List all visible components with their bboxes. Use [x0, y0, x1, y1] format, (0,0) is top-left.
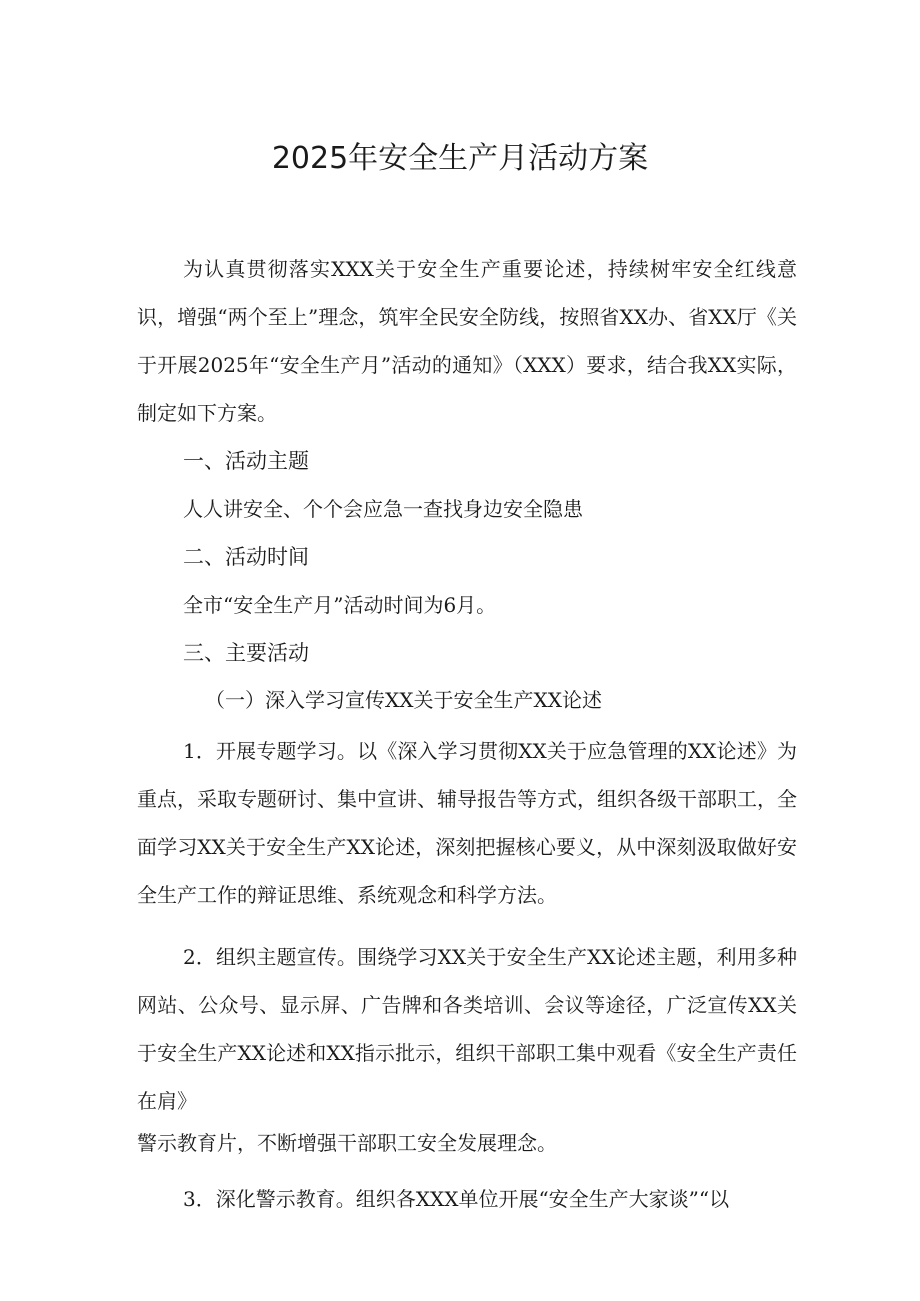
time-text: 全市“安全生产月”活动时间为6月。 — [183, 593, 497, 617]
intro-paragraph: 为认真贯彻落实XXX关于安全生产重要论述，持续树牢安全红线意识，增强“两个至上”理念，筑牢全民安全防线，按照省XX办、省XX厅《关于开展2025年“安全生产月”活动的通知》（XXX）要求，结合我XX实际，制定如下方案。 — [137, 257, 797, 425]
theme-text: 人人讲安全、个个会应急一查找身边安全隐患 — [183, 497, 583, 521]
item-warning-education: 3．深化警示教育。组织各XXX单位开展“安全生产大家谈”“以 — [183, 1187, 730, 1211]
item-publicity: 2．组织主题宣传。围绕学习XX关于安全生产XX论述主题，利用多种网站、公众号、显示屏、广告牌和各类培训、会议等途径，广泛宣传XX关于安全生产XX论述和XX指示批示，组织干部职工集中观看《安全生产责任在肩》 — [137, 945, 797, 1113]
subsection-heading-study: （一）深入学习宣传XX关于安全生产XX论述 — [205, 688, 602, 712]
document-body — [137, 245, 797, 1223]
section-heading-theme: 一、活动主题 — [183, 449, 309, 473]
section-heading-activities: 三、主要活动 — [183, 641, 309, 665]
item-study: 1．开展专题学习。以《深入学习贯彻XX关于应急管理的XX论述》为重点，采取专题研讨、集中宣讲、辅导报告等方式，组织各级干部职工，全面学习XX关于安全生产XX论述，深刻把握核心要义，从中深刻汲取做好安全生产工作的辩证思维、系统观念和科学方法。 — [137, 739, 797, 907]
item-publicity-continued: 警示教育片，不断增强干部职工安全发展理念。 — [137, 1131, 557, 1155]
section-heading-time: 二、活动时间 — [183, 545, 309, 569]
document-title: 2025年安全生产月活动方案 — [271, 141, 649, 176]
